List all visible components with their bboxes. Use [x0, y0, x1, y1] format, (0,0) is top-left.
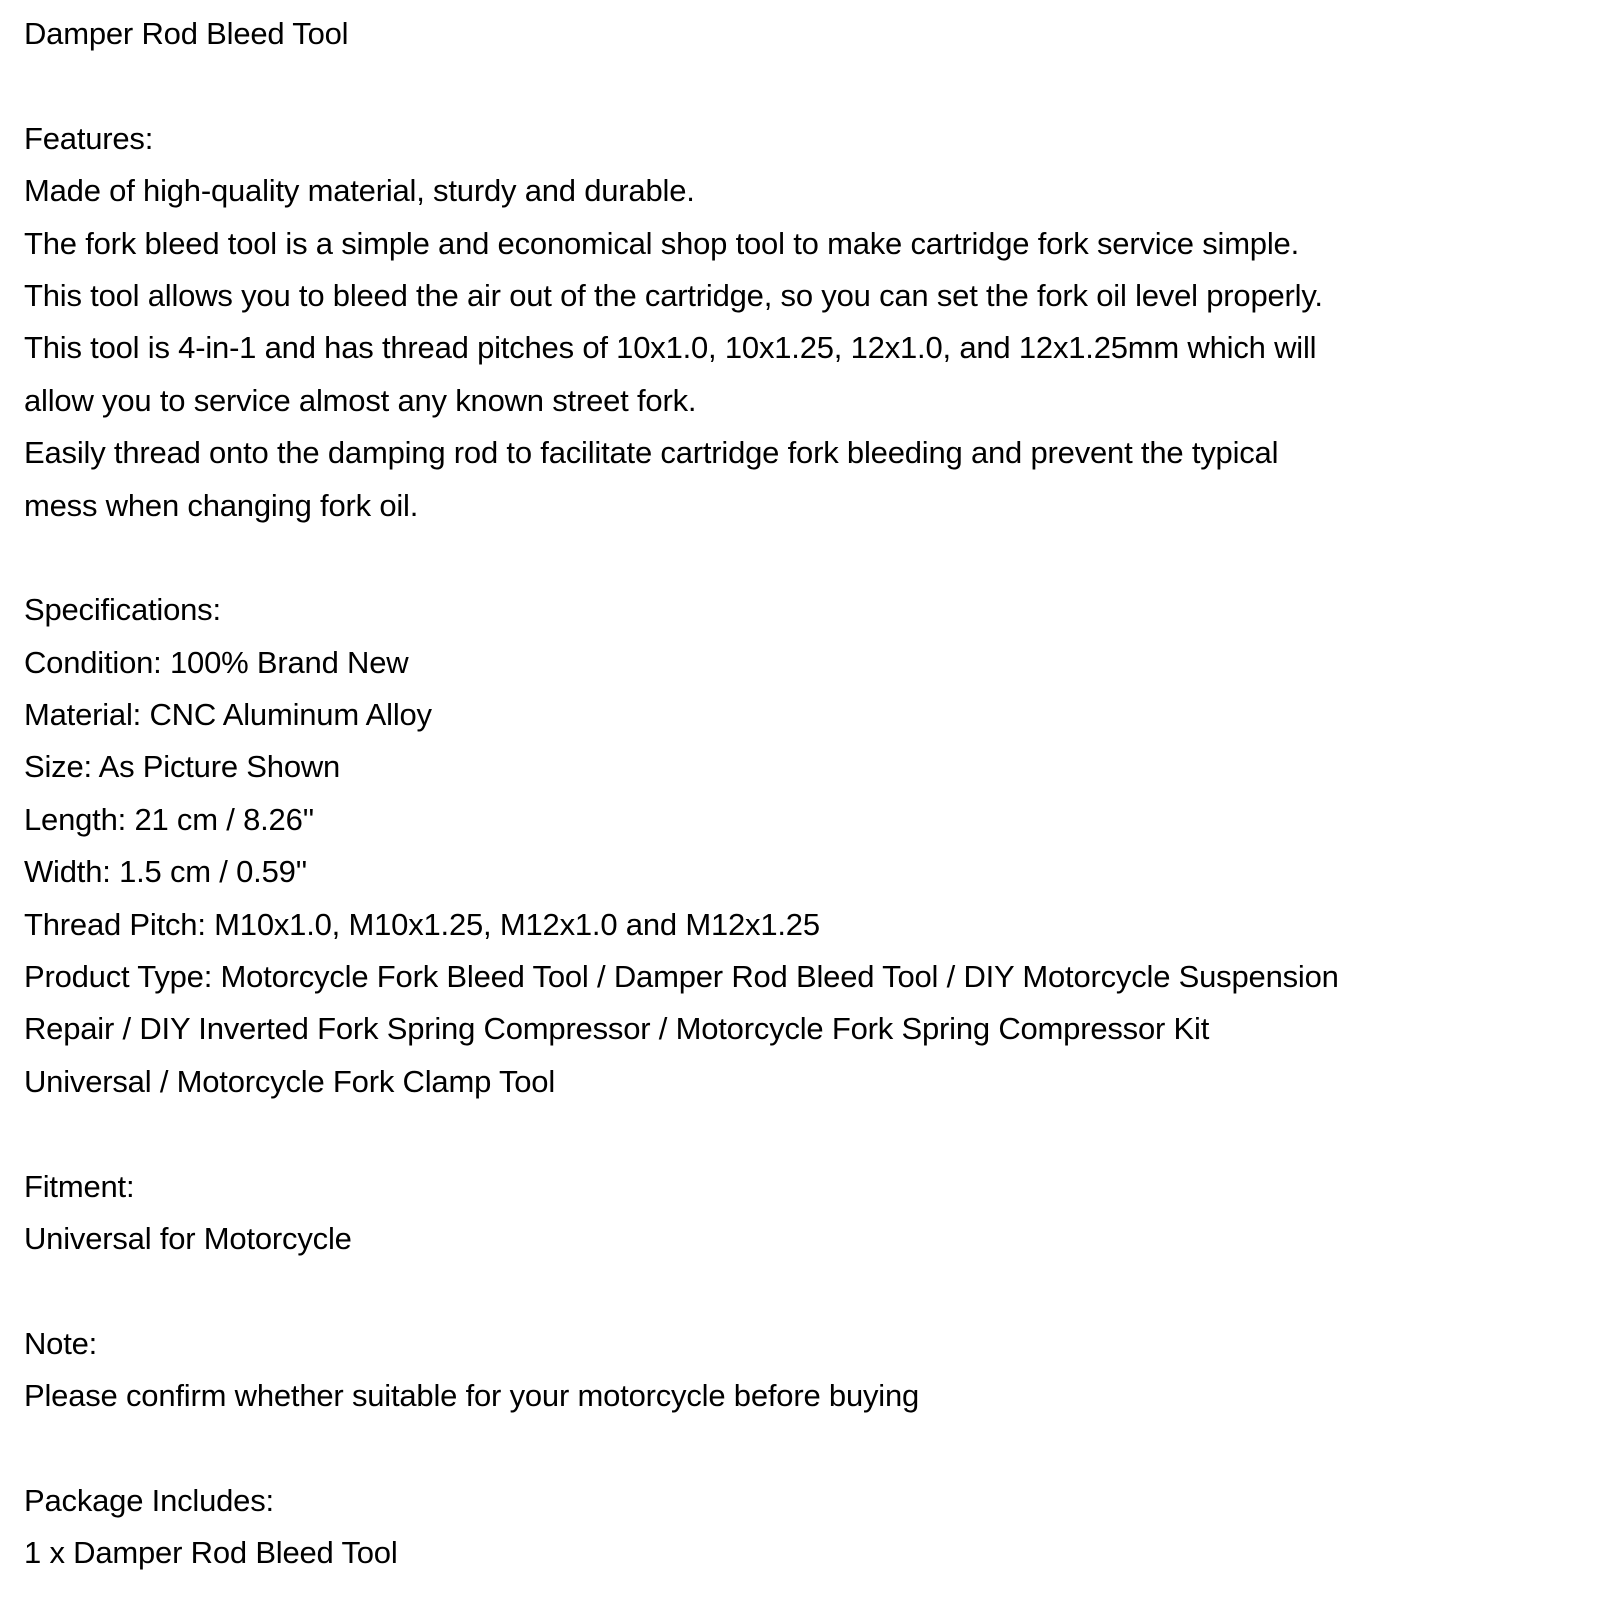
- features-text-line: allow you to service almost any known street fork.: [24, 382, 697, 418]
- spec-product-type-line: Repair / DIY Inverted Fork Spring Compressor / Motorcycle Fork Spring Compressor Kit: [24, 1011, 1210, 1047]
- spec-product-type-line: Universal / Motorcycle Fork Clamp Tool: [24, 1063, 556, 1099]
- spec-condition: Condition: 100% Brand New: [24, 644, 409, 680]
- note-heading: Note:: [24, 1325, 98, 1361]
- spec-length: Length: 21 cm / 8.26'': [24, 801, 315, 837]
- features-text-line: mess when changing fork oil.: [24, 487, 419, 523]
- features-text-line: Easily thread onto the damping rod to facilitate cartridge fork bleeding and prevent the typical: [24, 435, 1279, 471]
- spec-thread-pitch: Thread Pitch: M10x1.0, M10x1.25, M12x1.0 and M12x1.25: [24, 906, 820, 942]
- blank-line: [24, 1423, 1600, 1475]
- specifications-heading: Specifications:: [24, 592, 221, 628]
- features-text-line: This tool is 4-in-1 and has thread pitches of 10x1.0, 10x1.25, 12x1.0, and 12x1.25mm which will: [24, 330, 1317, 366]
- blank-line: [24, 1108, 1600, 1160]
- fitment-heading: Fitment:: [24, 1168, 135, 1204]
- features-text-line: This tool allows you to bleed the air out of the cartridge, so you can set the fork oil level properly.: [24, 277, 1323, 313]
- note-text: Please confirm whether suitable for your motorcycle before buying: [24, 1378, 920, 1414]
- features-text-line: The fork bleed tool is a simple and economical shop tool to make cartridge fork service simple.: [24, 225, 1299, 261]
- blank-line: [24, 1265, 1600, 1317]
- spec-material: Material: CNC Aluminum Alloy: [24, 697, 432, 733]
- package-includes-item: 1 x Damper Rod Bleed Tool: [24, 1535, 398, 1571]
- blank-line: [24, 532, 1600, 584]
- fitment-text: Universal for Motorcycle: [24, 1220, 352, 1256]
- spec-width: Width: 1.5 cm / 0.59'': [24, 854, 308, 890]
- features-heading: Features:: [24, 120, 154, 156]
- blank-line: [24, 60, 1600, 112]
- spec-product-type-line: Product Type: Motorcycle Fork Bleed Tool / Damper Rod Bleed Tool / DIY Motorcycle Suspension: [24, 959, 1339, 995]
- features-text-line: Made of high-quality material, sturdy and durable.: [24, 173, 695, 209]
- product-title: Damper Rod Bleed Tool: [24, 16, 349, 51]
- spec-size: Size: As Picture Shown: [24, 749, 341, 785]
- package-includes-heading: Package Includes:: [24, 1482, 274, 1518]
